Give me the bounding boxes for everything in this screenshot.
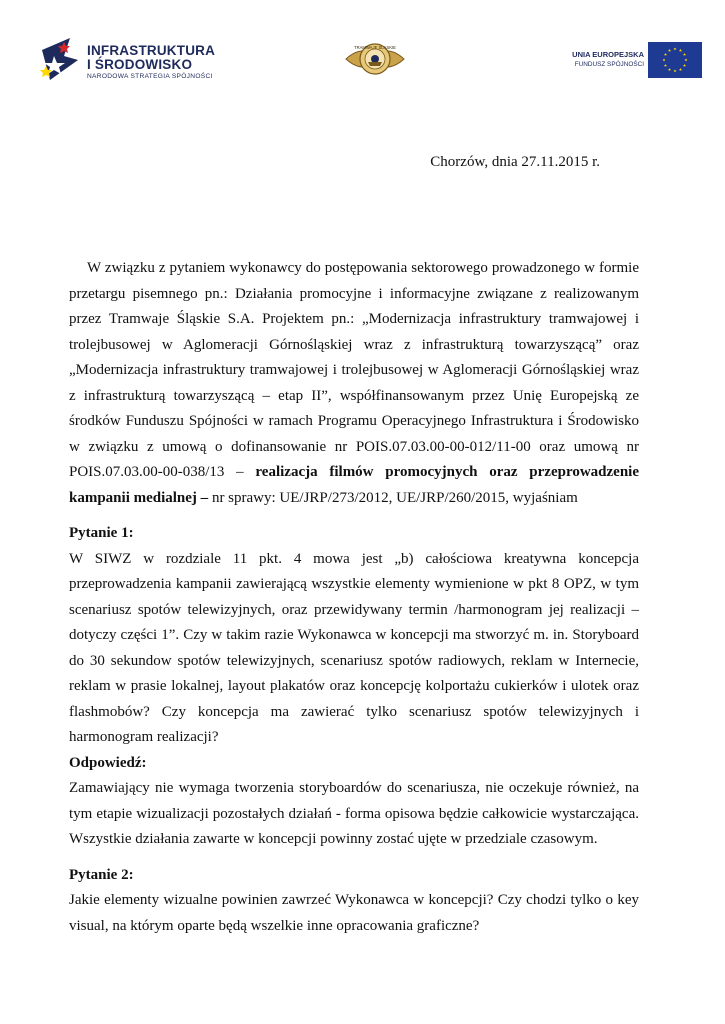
intro-text-part1: W związku z pytaniem wykonawcy do postępowania sektorowego prowadzonego w formie przetargu pisemnego pn.: Działania promocyjne i informacyjne związane z realizowanym przez Tramwaje Śląskie S.A. Projektem pn.: „Modernizacja infrastruktury tramwajowej i trolejbusowej w Aglomeracji Górnośląskiej wraz z infrastrukturą towarzyszącą” oraz „Modernizacja infrastruktury tramwajowej i trolejbusowej w Aglomeracji Górnośląskiej wraz z infrastrukturą towarzyszącą – etap II”, współfinansowanym przez Unię Europejską ze środków Funduszu Spójności w ramach Programu Operacyjnego Infrastruktura i Środowisko w związku z umową o dofinansowanie nr POIS.07.03.00-00-012/11-00 oraz umową nr POIS.07.03.00-00-038/13 – (69, 260, 639, 480)
logo-left-line2: I ŚRODOWISKO (87, 57, 193, 72)
logo-left-line1: INFRASTRUKTURA (87, 43, 216, 58)
star-emblem-icon (40, 36, 84, 82)
tramwaje-emblem-icon (344, 40, 406, 78)
unia-europejska-logo (560, 42, 702, 78)
question-2-heading: Pytanie 2: (69, 866, 134, 883)
intro-paragraph (69, 256, 639, 511)
question-1-heading: Pytanie 1: (69, 525, 134, 541)
eu-flag-icon (648, 42, 702, 78)
question-1-text: W SIWZ w rozdziale 11 pkt. 4 mowa jest „b) całościowa kreatywna koncepcja przeprowadzenia kampanii zawierającą wszystkie elementy wymienione w pkt 8 OPZ, w tym scenariusz spotów telewizyjnych, oraz przewidywany termin /harmonogram jej realizacji – dotyczy części 1”. Czy w takim razie Wykonawca w koncepcji ma stworzyć m. in. Storyboard do 30 sekundow spotów telewizyjnych, scenariusz spotów radiowych, reklam w Internecie, reklam w prasie lokalnej, layout plakatów oraz koncepcję kolportażu cukierków i ulotek oraz flashmobów? Czy koncepcja ma zawierać tylko scenariusz spotów telewizyjnych i harmonogram realizacji? (69, 550, 639, 745)
logo-right-line2: FUNDUSZ SPÓJNOŚCI (574, 61, 644, 68)
intro-text-part2: nr sprawy: UE/JRP/273/2012, UE/JRP/260/2015, wyjaśniam (208, 489, 578, 506)
intro-bold-text: realizacja filmów promocyjnych oraz przeprowadzenie kampanii medialnej – (69, 464, 639, 506)
answer-1-heading: Odpowiedź: (69, 754, 147, 771)
date-line: Chorzów, dnia 27.11.2015 r. (430, 154, 600, 170)
logo-left-line3: NARODOWA STRATEGIA SPÓJNOŚCI (87, 73, 213, 80)
infrastruktura-srodowisko-logo (40, 36, 216, 84)
tramwaje-slaskie-logo (344, 40, 406, 78)
tramwaje-logo-text: TRAMWAJE ŚLĄSKIE (354, 45, 396, 50)
logo-right-line1: UNIA EUROPEJSKA (572, 50, 644, 59)
answer-1-text: Zamawiający nie wymaga tworzenia storyboardów do scenariusza, nie oczekuje również, na tym etapie wizualizacji pozostałych działań - forma opisowa będzie całkowicie wystarczająca. Wszystkie działania zawarte w koncepcji powinny zostać ujęte w przedziale czasowym. (69, 780, 639, 847)
question-2-text: Jakie elementy wizualne powinien zawrzeć Wykonawca w koncepcji? Czy chodzi tylko o key visual, na którym oparte będą wszelkie inne opracowania graficzne? (69, 892, 639, 934)
letter-body (69, 256, 639, 939)
